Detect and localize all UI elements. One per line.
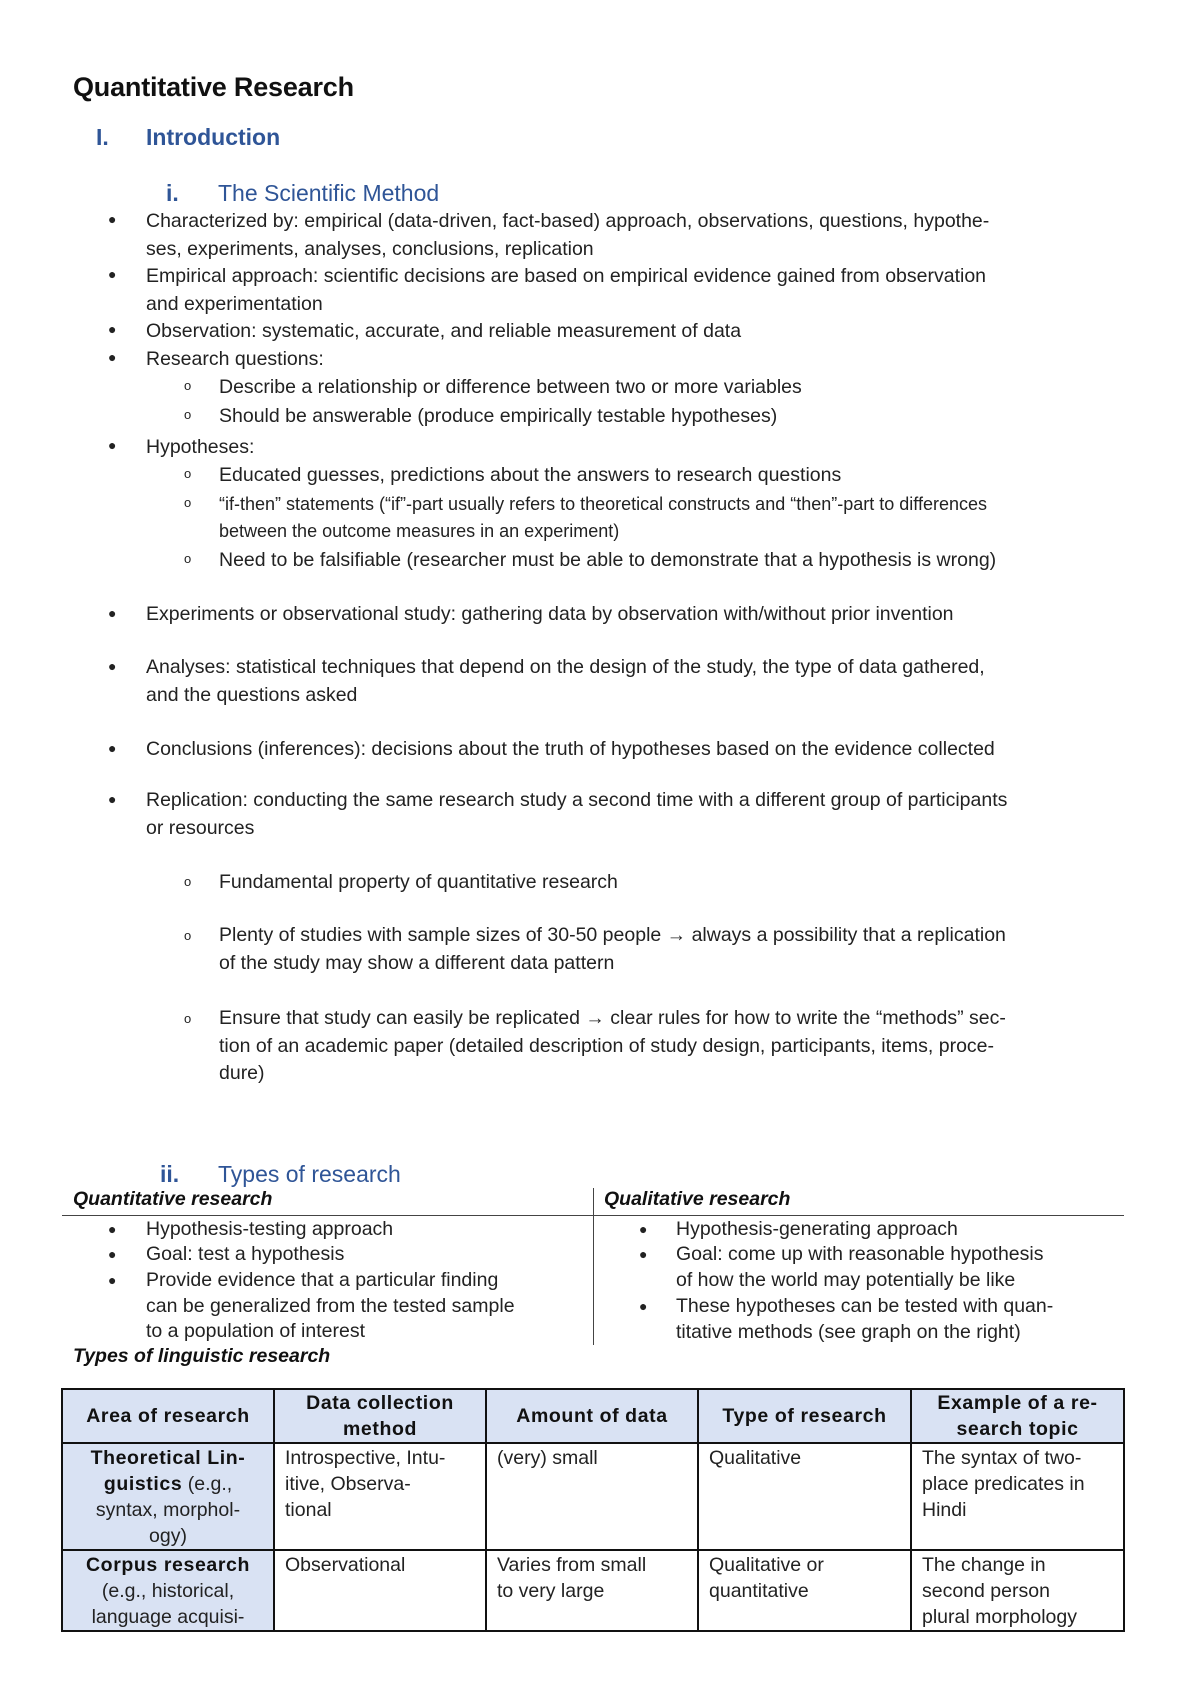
column-header [911,1389,1124,1443]
linguistic-research-table [61,1388,1125,1632]
list-item-line: or resources [146,816,255,839]
circle-bullet-icon: o [184,874,192,889]
sub-list-item [219,922,1006,977]
table-cell [62,1550,274,1631]
list-item-line: of the study may show a different data pattern [219,951,615,974]
cell-line: Qualitative or [709,1554,824,1576]
bullet-icon: ● [108,605,117,621]
header-line: search topic [956,1418,1079,1440]
list-item: Hypothesis-generating approach [676,1218,958,1240]
header-line: method [342,1418,417,1440]
cell-line: syntax, morphol- [95,1499,241,1521]
list-item-line: Replication: conducting the same research study a second time with a different group of participants [146,789,1008,811]
bullet-icon: ● [108,349,117,365]
list-item-line: Plenty of studies with sample sizes of 30-50 people → always a possibility that a replication [219,924,1006,946]
cell-line: Varies from small [497,1554,647,1576]
list-item [146,1268,515,1345]
list-item-line: Goal: come up with reasonable hypothesis [676,1243,1044,1265]
list-item-line: “if-then” statements (“if”-part usually refers to theoretical constructs and “then”-part to differences [219,494,987,514]
bullet-icon: ● [639,1298,648,1314]
column-header: Area of research [62,1389,274,1443]
cell-line: language acquisi- [91,1606,245,1628]
table-cell [274,1550,486,1631]
list-item: Hypothesis-testing approach [146,1218,394,1240]
section-heading [96,124,280,151]
circle-bullet-icon: o [184,407,192,422]
table-row [62,1443,1124,1550]
sub-list-item [219,491,987,545]
bullet-icon: ● [108,266,117,282]
cell-line: guistics [103,1473,183,1495]
circle-bullet-icon: o [184,928,192,943]
cell-line: place predicates in [922,1473,1085,1495]
subsection-heading-types-of-research [160,1161,401,1188]
cell-line: Introspective, Intu- [285,1447,446,1469]
list-item: Research questions: [146,348,324,370]
bullet-icon: ● [639,1246,648,1262]
list-item [146,787,1007,842]
list-item: Observation: systematic, accurate, and reliable measurement of data [146,320,742,342]
sub-list-item: Should be answerable (produce empirically testable hypotheses) [219,405,778,427]
list-item-line: dure) [219,1062,265,1084]
bullet-icon: ● [108,321,117,337]
cell-line: Theoretical Lin- [90,1447,246,1469]
bullet-icon: ● [108,658,117,674]
list-item-line: of how the world may potentially be like [676,1268,1016,1291]
sub-list-item: Fundamental property of quantitative research [219,871,618,893]
column-header: Type of research [698,1389,911,1443]
list-item-line: titative methods (see graph on the right) [676,1320,1021,1343]
qualitative-heading: Qualitative research [604,1188,791,1210]
subsection-label: The Scientific Method [218,180,440,206]
research-types-comparison [62,1188,1124,1345]
subsection-label: Types of research [218,1161,401,1187]
list-item-line: between the outcome measures in an experiment) [219,521,620,541]
circle-bullet-icon: o [184,495,192,510]
column-header [274,1389,486,1443]
table-cell [486,1550,698,1631]
cell-line: tional [285,1499,332,1521]
cell-line: Corpus research [86,1554,250,1576]
table-header-row [62,1389,1124,1443]
list-item-line: Ensure that study can easily be replicated → clear rules for how to write the “methods” sec- [219,1007,1006,1029]
list-item-line: Provide evidence that a particular finding [146,1269,499,1291]
circle-bullet-icon: o [184,378,192,393]
cell-line: plural morphology [922,1606,1078,1628]
sub-list-item: Need to be falsifiable (researcher must be able to demonstrate that a hypothesis is wrong) [219,549,997,571]
cell-line: ogy) [149,1525,187,1547]
cell-line: itive, Observa- [285,1473,411,1495]
cell-line: quantitative [709,1580,809,1602]
list-item: Hypotheses: [146,436,255,458]
table-cell [698,1550,911,1631]
list-item [146,208,989,263]
table-cell: (very) small [486,1443,698,1550]
bullet-icon: ● [639,1221,648,1237]
section-number: I. [96,124,109,150]
circle-bullet-icon: o [184,551,192,566]
column-header: Amount of data [486,1389,698,1443]
bullet-icon: ● [108,1246,117,1262]
list-item: Goal: test a hypothesis [146,1243,345,1265]
list-item-line: ses, experiments, analyses, conclusions, replication [146,237,594,260]
list-item-line: Analyses: statistical techniques that depend on the design of the study, the type of data gathered, [146,656,985,678]
header-line: Data collection [306,1392,454,1414]
linguistic-research-title: Types of linguistic research [73,1345,331,1367]
header-line: Example of a re- [937,1392,1098,1414]
subsection-heading-scientific-method [166,180,439,207]
section-label: Introduction [146,124,281,150]
cell-line: (e.g., [182,1473,233,1495]
quantitative-column [62,1188,592,1345]
subsection-number: ii. [160,1161,180,1187]
cell-line: The syntax of two- [922,1447,1082,1469]
table-cell [911,1443,1124,1550]
cell-line: Observational [285,1554,406,1576]
qualitative-column [593,1188,1125,1345]
bullet-icon: ● [108,740,117,756]
list-item-line: tion of an academic paper (detailed description of study design, participants, items, proce- [219,1034,995,1057]
cell-line: Hindi [922,1499,967,1521]
bullet-icon: ● [108,211,117,227]
list-item-line: can be generalized from the tested sample [146,1294,515,1317]
cell-line: to very large [497,1580,605,1602]
list-item-line: and experimentation [146,292,323,315]
bullet-icon: ● [108,437,117,453]
list-item [676,1242,1043,1293]
circle-bullet-icon: o [184,1011,192,1026]
quantitative-heading: Quantitative research [73,1188,273,1210]
list-item: Conclusions (inferences): decisions about the truth of hypotheses based on the evidence collected [146,738,995,760]
list-item-line: Empirical approach: scientific decisions are based on empirical evidence gained from observation [146,265,987,287]
list-item [676,1294,1053,1345]
list-item: Experiments or observational study: gathering data by observation with/without prior invention [146,603,954,625]
sub-list-item: Educated guesses, predictions about the answers to research questions [219,464,842,486]
circle-bullet-icon: o [184,466,192,481]
table-cell [911,1550,1124,1631]
list-item [146,654,985,709]
table-cell [62,1443,274,1550]
sub-list-item [219,1005,1006,1088]
table-cell: Qualitative [698,1443,911,1550]
page-title: Quantitative Research [73,72,354,102]
cell-line: second person [922,1580,1050,1602]
list-item-line: and the questions asked [146,683,358,706]
table-row [62,1550,1124,1631]
bullet-icon: ● [108,1221,117,1237]
list-item-line: to a population of interest [146,1320,365,1342]
list-item [146,263,986,318]
bullet-icon: ● [108,791,117,807]
cell-line: (e.g., historical, [101,1580,235,1602]
list-item-line: Characterized by: empirical (data-driven, fact-based) approach, observations, questions, hypothe- [146,210,990,232]
list-item-line: These hypotheses can be tested with quan- [676,1295,1054,1317]
subsection-number: i. [166,180,179,206]
cell-line: The change in [922,1554,1046,1576]
bullet-icon: ● [108,1272,117,1288]
table-cell [274,1443,486,1550]
sub-list-item: Describe a relationship or difference between two or more variables [219,376,802,398]
